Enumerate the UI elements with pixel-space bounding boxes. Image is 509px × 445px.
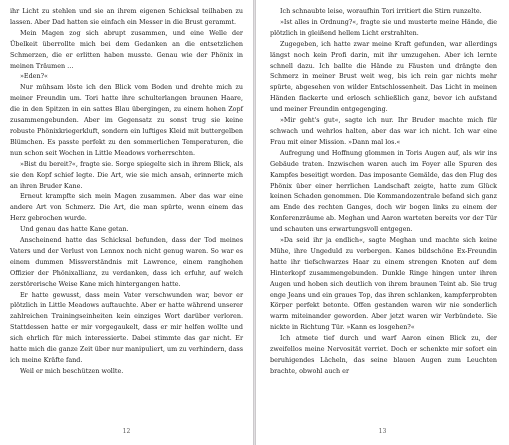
paragraph: »Ist alles in Ordnung?«, fragte sie und musterte meine Hände, die plötzlich in gleißend hellem Licht erstrahlten. <box>270 17 497 37</box>
paragraph: Weil er mich beschützen wollte. <box>20 366 124 375</box>
paragraph: Anscheinend hatte das Schicksal befunden, dass der Tod meines Vaters und der Verlust von Lennox noch nicht genug waren. So war es einem dummen Missverständnis mit Lawrence, einem ranghohen Offizier der Phönixallianz, zu verdanken, dass ich erfuhr, auf welch zerstörerische Weise Kane mich hintergangen hatte. <box>10 236 243 288</box>
right-page-text <box>270 6 497 377</box>
right-page <box>256 0 509 445</box>
page-number-right: 13 <box>378 428 387 435</box>
paragraph: »Da seid ihr ja endlich«, sagte Meghan und machte sich keine Mühe, ihre Ungeduld zu verbergen. Kanes bildschöne Ex-Freundin hatte ihr tiefschwarzes Haar zu einem strengen Knoten auf dem Hinterkopf zusammengebunden. Dunkle Ringe hingen unter ihren Augen und hoben sich deutlich von ihrem braunen Teint ab. Sie trug enge Jeans und ein graues Top, das ihren schlanken, kampferprobten Körper perfekt betonte. Offen gestanden waren wir nie sonderlich warm miteinander geworden. Aber jetzt waren wir Verbündete. Sie nickte in Richtung Tür. »Kann es losgehen?« <box>270 236 497 332</box>
left-page <box>0 0 253 445</box>
paragraph: Ich atmete tief durch und warf Aaron einen Blick zu, der zweifellos meine Nervosität verriet. Doch er schenkte mir sofort ein beruhigendes Lächeln, das seine blauen Augen zum Leuchten brachte, obwohl auch er <box>270 334 497 375</box>
paragraph: Und genau das hatte Kane getan. <box>20 225 129 234</box>
paragraph: Ich schnaubte leise, woraufhin Tori irritiert die Stirn runzelte. <box>280 7 482 15</box>
paragraph: Erneut krampfte sich mein Magen zusammen. Aber das war eine andere Art von Schmerz. Die Art, die man spürte, wenn einem das Herz gebrochen wurde. <box>10 192 243 223</box>
paragraph: Aufregung und Hoffnung glommen in Toris Augen auf, als wir ins Gebäude traten. Inzwischen waren auch im Foyer alle Spuren des Kampfes beseitigt worden. Das imposante Gemälde, das den Flug des Phönix über einer herrlichen Landschaft zeigte, hatte zum Glück keinen Schaden genommen. Die Kommandozentrale befand sich ganz am Ende des rechten Ganges, doch wir bogen links zu einem der Konferenzräume ab. Meghan und Aaron warteten bereits vor der Tür und schauten uns erwartungsvoll entgegen. <box>270 148 497 234</box>
paragraph: »Bist du bereit?«, fragte sie. Sorge spiegelte sich in ihrem Blick, als sie den Kopf schief legte. Die Art, wie sie mich ansah, erinnerte mich an ihren Bruder Kane. <box>10 159 243 190</box>
left-page-text <box>10 6 243 377</box>
paragraph: Zugegeben, ich hatte zwar meine Kraft gefunden, war allerdings längst noch kein Profi darin, mit ihr umzugehen. Aber ich lernte schnell dazu. Ich ballte die Hände zu Fäusten und drängte den Schmerz in meiner Brust weit weg, bis ich rein gar nichts mehr spürte, abgesehen von wilder Entschlossenheit. Das Licht in meinen Händen flackerte und erlosch schließlich ganz, bevor ich aufstand und meiner Freundin entgegenging. <box>270 39 497 114</box>
page-number-left: 12 <box>122 428 131 435</box>
paragraph: Nur mühsam löste ich den Blick vom Boden und drehte mich zu meiner Freundin um. Tori hatte ihre schulterlangen braunen Haare, die in den Spitzen in ein sattes Blau übergingen, zu einem hohen Zopf zusammengebunden. Aber im Gegensatz zu sonst trug sie keine robuste Phönixkriegerkluft, sondern ein luftiges Kleid mit buttergelben Blümchen. Es passte perfekt zu den sommerlichen Temperaturen, die nun schon seit Wochen in Little Meadows vorherrschten. <box>10 83 243 157</box>
paragraph: Er hatte gewusst, dass mein Vater verschwunden war, bevor er plötzlich in Little Meadows auftauchte. Aber er hatte während unserer zahlreichen Trainingseinheiten kein einziges Wort darüber verloren. Stattdessen hatte er mir vorgegaukelt, dass er mir helfen wollte und sich ehrlich für mich interessierte. Dabei stimmte das gar nicht. Er hatte mich die ganze Zeit über nur manipuliert, um zu verhindern, dass ich meine Kräfte fand. <box>10 290 243 364</box>
paragraph: ihr Licht zu stehlen und sie an ihrem eigenen Schicksal teilhaben zu lassen. Aber Dad hatten sie einfach ein Messer in die Brust gerammt. <box>10 7 243 26</box>
paragraph: »Mir geht's gut«, sagte ich nur. Ihr Bruder machte mich für schwach und wehrlos halten, aber das war ich nicht. Ich war eine Frau mit einer Mission. »Dann mal los.« <box>270 116 497 146</box>
paragraph: »Eden?« <box>20 72 48 81</box>
paragraph: Mein Magen zog sich abrupt zusammen, und eine Welle der Übelkeit überrollte mich bei dem Gedanken an die entsetzlichen Schmerzen, die er erlitten haben musste. Genau wie der Phönix in meinen Träumen … <box>10 28 243 70</box>
